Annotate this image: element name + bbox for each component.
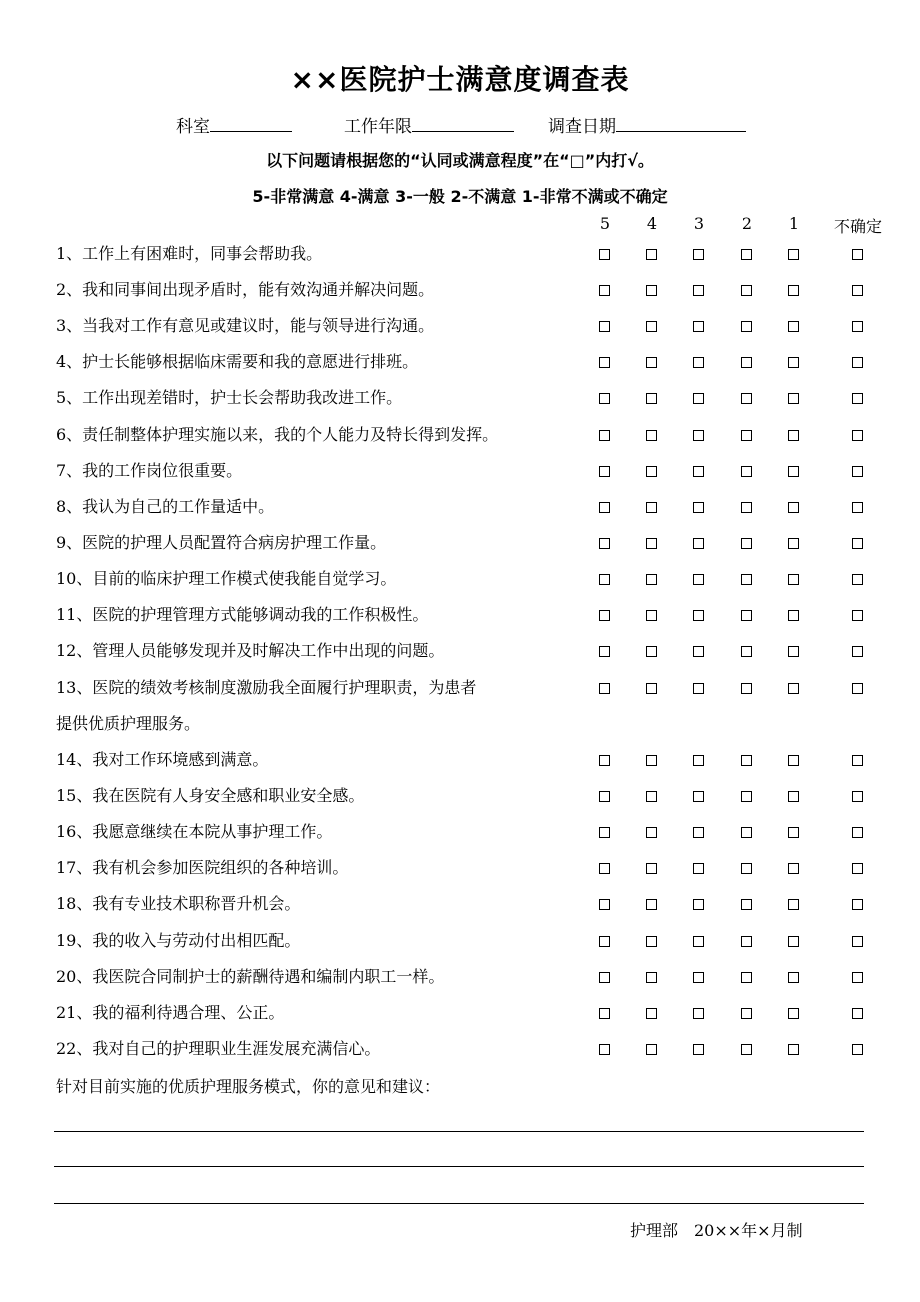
- rating-checkbox[interactable]: [599, 899, 610, 910]
- rating-checkbox[interactable]: [646, 249, 657, 260]
- rating-checkbox[interactable]: [599, 863, 610, 874]
- rating-checkbox[interactable]: [693, 357, 704, 368]
- question-text: 提供优质护理服务。: [56, 714, 201, 733]
- scale-label: 3: [693, 214, 705, 233]
- rating-checkbox[interactable]: [646, 683, 657, 694]
- rating-checkbox[interactable]: [693, 827, 704, 838]
- question-text: 5、工作出现差错时，护士长会帮助我改进工作。: [56, 388, 403, 407]
- rating-checkbox[interactable]: [852, 755, 863, 766]
- rating-checkbox[interactable]: [646, 610, 657, 621]
- rating-checkbox[interactable]: [852, 430, 863, 441]
- rating-checkbox[interactable]: [741, 936, 752, 947]
- date-blank[interactable]: [616, 115, 746, 132]
- rating-checkbox[interactable]: [741, 466, 752, 477]
- rating-checkbox[interactable]: [693, 285, 704, 296]
- rating-checkbox[interactable]: [599, 574, 610, 585]
- rating-checkbox[interactable]: [693, 610, 704, 621]
- rating-checkbox[interactable]: [646, 791, 657, 802]
- rating-checkbox[interactable]: [741, 538, 752, 549]
- rating-checkbox[interactable]: [852, 285, 863, 296]
- rating-checkbox[interactable]: [646, 357, 657, 368]
- rating-checkbox[interactable]: [646, 466, 657, 477]
- rating-checkbox[interactable]: [646, 321, 657, 332]
- rating-checkbox[interactable]: [852, 863, 863, 874]
- rating-checkbox[interactable]: [788, 466, 799, 477]
- scale-label: 2: [741, 214, 753, 233]
- rating-checkbox[interactable]: [741, 972, 752, 983]
- question-text: 9、医院的护理人员配置符合病房护理工作量。: [56, 533, 387, 552]
- question-text: 12、管理人员能够发现并及时解决工作中出现的问题。: [56, 641, 445, 660]
- rating-checkbox[interactable]: [741, 899, 752, 910]
- question-text: 18、我有专业技术职称晋升机会。: [56, 894, 301, 913]
- rating-checkbox[interactable]: [646, 936, 657, 947]
- rating-checkbox[interactable]: [599, 1044, 610, 1055]
- rating-checkbox[interactable]: [788, 393, 799, 404]
- footer-note: 护理部 20××年×月制: [630, 1221, 803, 1240]
- rating-checkbox[interactable]: [852, 538, 863, 549]
- instruction-line-1: 以下问题请根据您的“认同或满意程度”在“□”内打√。: [266, 151, 654, 170]
- rating-checkbox[interactable]: [852, 610, 863, 621]
- rating-checkbox[interactable]: [788, 357, 799, 368]
- rating-checkbox[interactable]: [693, 791, 704, 802]
- rating-checkbox[interactable]: [741, 863, 752, 874]
- question-text: 4、护士长能够根据临床需要和我的意愿进行排班。: [56, 352, 419, 371]
- question-text: 20、我医院合同制护士的薪酬待遇和编制内职工一样。: [56, 967, 445, 986]
- rating-checkbox[interactable]: [852, 899, 863, 910]
- rating-checkbox[interactable]: [852, 827, 863, 838]
- question-text: 15、我在医院有人身安全感和职业安全感。: [56, 786, 365, 805]
- rating-checkbox[interactable]: [741, 646, 752, 657]
- question-text: 19、我的收入与劳动付出相匹配。: [56, 931, 301, 950]
- rating-checkbox[interactable]: [599, 393, 610, 404]
- instruction-line-2: 5-非常满意 4-满意 3-一般 2-不满意 1-非常不满或不确定: [252, 187, 668, 206]
- question-text: 7、我的工作岗位很重要。: [56, 461, 243, 480]
- rating-checkbox[interactable]: [852, 936, 863, 947]
- rating-checkbox[interactable]: [741, 574, 752, 585]
- question-text: 6、责任制整体护理实施以来，我的个人能力及特长得到发挥。: [56, 425, 499, 444]
- rating-checkbox[interactable]: [693, 466, 704, 477]
- date-field[interactable]: [548, 112, 746, 137]
- years-blank[interactable]: [412, 115, 514, 132]
- rating-checkbox[interactable]: [646, 430, 657, 441]
- rating-checkbox[interactable]: [788, 1008, 799, 1019]
- rating-checkbox[interactable]: [788, 791, 799, 802]
- rating-checkbox[interactable]: [741, 755, 752, 766]
- rating-checkbox[interactable]: [852, 1044, 863, 1055]
- rating-checkbox[interactable]: [599, 321, 610, 332]
- rating-checkbox[interactable]: [693, 321, 704, 332]
- dept-label: 科室: [176, 117, 210, 137]
- rating-checkbox[interactable]: [788, 1044, 799, 1055]
- years-label: 工作年限: [344, 117, 412, 137]
- rating-checkbox[interactable]: [646, 972, 657, 983]
- rating-checkbox[interactable]: [599, 791, 610, 802]
- rating-checkbox[interactable]: [741, 285, 752, 296]
- rating-checkbox[interactable]: [788, 610, 799, 621]
- rating-checkbox[interactable]: [788, 285, 799, 296]
- rating-checkbox[interactable]: [852, 972, 863, 983]
- question-text: 13、医院的绩效考核制度激励我全面履行护理职责，为患者: [56, 678, 477, 697]
- rating-checkbox[interactable]: [852, 1008, 863, 1019]
- question-text: 8、我认为自己的工作量适中。: [56, 497, 275, 516]
- rating-checkbox[interactable]: [788, 683, 799, 694]
- rating-checkbox[interactable]: [741, 1044, 752, 1055]
- scale-label: 1: [788, 214, 800, 233]
- rating-checkbox[interactable]: [788, 538, 799, 549]
- rating-checkbox[interactable]: [646, 863, 657, 874]
- scale-label: 5: [599, 214, 611, 233]
- rating-checkbox[interactable]: [599, 936, 610, 947]
- rating-checkbox[interactable]: [852, 502, 863, 513]
- rating-checkbox[interactable]: [741, 249, 752, 260]
- rating-checkbox[interactable]: [693, 936, 704, 947]
- rating-checkbox[interactable]: [646, 393, 657, 404]
- rating-checkbox[interactable]: [599, 1008, 610, 1019]
- rating-checkbox[interactable]: [788, 249, 799, 260]
- rating-checkbox[interactable]: [693, 1008, 704, 1019]
- question-text: 10、目前的临床护理工作模式使我能自觉学习。: [56, 569, 397, 588]
- rating-checkbox[interactable]: [599, 285, 610, 296]
- scale-label: 不确定: [833, 217, 882, 236]
- rating-checkbox[interactable]: [646, 574, 657, 585]
- suggestion-line[interactable]: [54, 1203, 864, 1204]
- rating-checkbox[interactable]: [693, 863, 704, 874]
- rating-checkbox[interactable]: [741, 827, 752, 838]
- question-text: 3、当我对工作有意见或建议时，能与领导进行沟通。: [56, 316, 435, 335]
- rating-checkbox[interactable]: [693, 502, 704, 513]
- rating-checkbox[interactable]: [693, 755, 704, 766]
- rating-checkbox[interactable]: [788, 646, 799, 657]
- rating-checkbox[interactable]: [852, 321, 863, 332]
- rating-checkbox[interactable]: [741, 683, 752, 694]
- rating-checkbox[interactable]: [788, 430, 799, 441]
- rating-checkbox[interactable]: [852, 683, 863, 694]
- suggestion-line[interactable]: [54, 1131, 864, 1132]
- rating-checkbox[interactable]: [646, 1044, 657, 1055]
- rating-checkbox[interactable]: [599, 610, 610, 621]
- rating-checkbox[interactable]: [646, 755, 657, 766]
- rating-checkbox[interactable]: [788, 936, 799, 947]
- rating-checkbox[interactable]: [852, 249, 863, 260]
- rating-checkbox[interactable]: [646, 285, 657, 296]
- rating-checkbox[interactable]: [693, 899, 704, 910]
- rating-checkbox[interactable]: [646, 899, 657, 910]
- page-title: ××医院护士满意度调查表: [290, 63, 630, 96]
- rating-checkbox[interactable]: [693, 574, 704, 585]
- question-text: 14、我对工作环境感到满意。: [56, 750, 269, 769]
- rating-checkbox[interactable]: [852, 791, 863, 802]
- rating-checkbox[interactable]: [693, 393, 704, 404]
- suggestion-line[interactable]: [54, 1166, 864, 1167]
- question-text: 17、我有机会参加医院组织的各种培训。: [56, 858, 349, 877]
- rating-checkbox[interactable]: [788, 502, 799, 513]
- question-text: 1、工作上有困难时，同事会帮助我。: [56, 244, 323, 263]
- rating-checkbox[interactable]: [741, 791, 752, 802]
- rating-checkbox[interactable]: [852, 574, 863, 585]
- rating-checkbox[interactable]: [741, 393, 752, 404]
- rating-checkbox[interactable]: [741, 321, 752, 332]
- rating-checkbox[interactable]: [741, 610, 752, 621]
- rating-checkbox[interactable]: [693, 646, 704, 657]
- rating-checkbox[interactable]: [599, 249, 610, 260]
- suggestion-prompt: 针对目前实施的优质护理服务模式，你的意见和建议：: [56, 1077, 441, 1096]
- rating-checkbox[interactable]: [852, 357, 863, 368]
- rating-checkbox[interactable]: [646, 1008, 657, 1019]
- rating-checkbox[interactable]: [741, 1008, 752, 1019]
- rating-checkbox[interactable]: [599, 755, 610, 766]
- rating-checkbox[interactable]: [741, 502, 752, 513]
- rating-checkbox[interactable]: [693, 538, 704, 549]
- rating-checkbox[interactable]: [788, 972, 799, 983]
- rating-checkbox[interactable]: [741, 430, 752, 441]
- rating-checkbox[interactable]: [646, 502, 657, 513]
- rating-checkbox[interactable]: [646, 538, 657, 549]
- question-text: 22、我对自己的护理职业生涯发展充满信心。: [56, 1039, 381, 1058]
- rating-checkbox[interactable]: [852, 393, 863, 404]
- rating-checkbox[interactable]: [693, 683, 704, 694]
- rating-checkbox[interactable]: [693, 1044, 704, 1055]
- rating-checkbox[interactable]: [788, 755, 799, 766]
- rating-checkbox[interactable]: [788, 863, 799, 874]
- rating-checkbox[interactable]: [646, 646, 657, 657]
- rating-checkbox[interactable]: [599, 827, 610, 838]
- rating-checkbox[interactable]: [599, 466, 610, 477]
- rating-checkbox[interactable]: [599, 357, 610, 368]
- rating-checkbox[interactable]: [599, 972, 610, 983]
- question-text: 2、我和同事间出现矛盾时，能有效沟通并解决问题。: [56, 280, 435, 299]
- rating-checkbox[interactable]: [693, 972, 704, 983]
- rating-checkbox[interactable]: [788, 321, 799, 332]
- scale-label: 4: [646, 214, 658, 233]
- years-field[interactable]: [344, 112, 514, 137]
- dept-field[interactable]: [176, 112, 292, 137]
- rating-checkbox[interactable]: [788, 574, 799, 585]
- rating-checkbox[interactable]: [599, 683, 610, 694]
- rating-checkbox[interactable]: [599, 538, 610, 549]
- question-text: 21、我的福利待遇合理、公正。: [56, 1003, 285, 1022]
- rating-checkbox[interactable]: [599, 502, 610, 513]
- rating-checkbox[interactable]: [852, 646, 863, 657]
- rating-checkbox[interactable]: [741, 357, 752, 368]
- rating-checkbox[interactable]: [788, 827, 799, 838]
- rating-checkbox[interactable]: [693, 249, 704, 260]
- rating-checkbox[interactable]: [599, 646, 610, 657]
- rating-checkbox[interactable]: [852, 466, 863, 477]
- rating-checkbox[interactable]: [693, 430, 704, 441]
- question-text: 11、医院的护理管理方式能够调动我的工作积极性。: [56, 605, 429, 624]
- date-label: 调查日期: [548, 117, 616, 137]
- dept-blank[interactable]: [210, 115, 292, 132]
- rating-checkbox[interactable]: [599, 430, 610, 441]
- rating-checkbox[interactable]: [788, 899, 799, 910]
- question-text: 16、我愿意继续在本院从事护理工作。: [56, 822, 333, 841]
- rating-checkbox[interactable]: [646, 827, 657, 838]
